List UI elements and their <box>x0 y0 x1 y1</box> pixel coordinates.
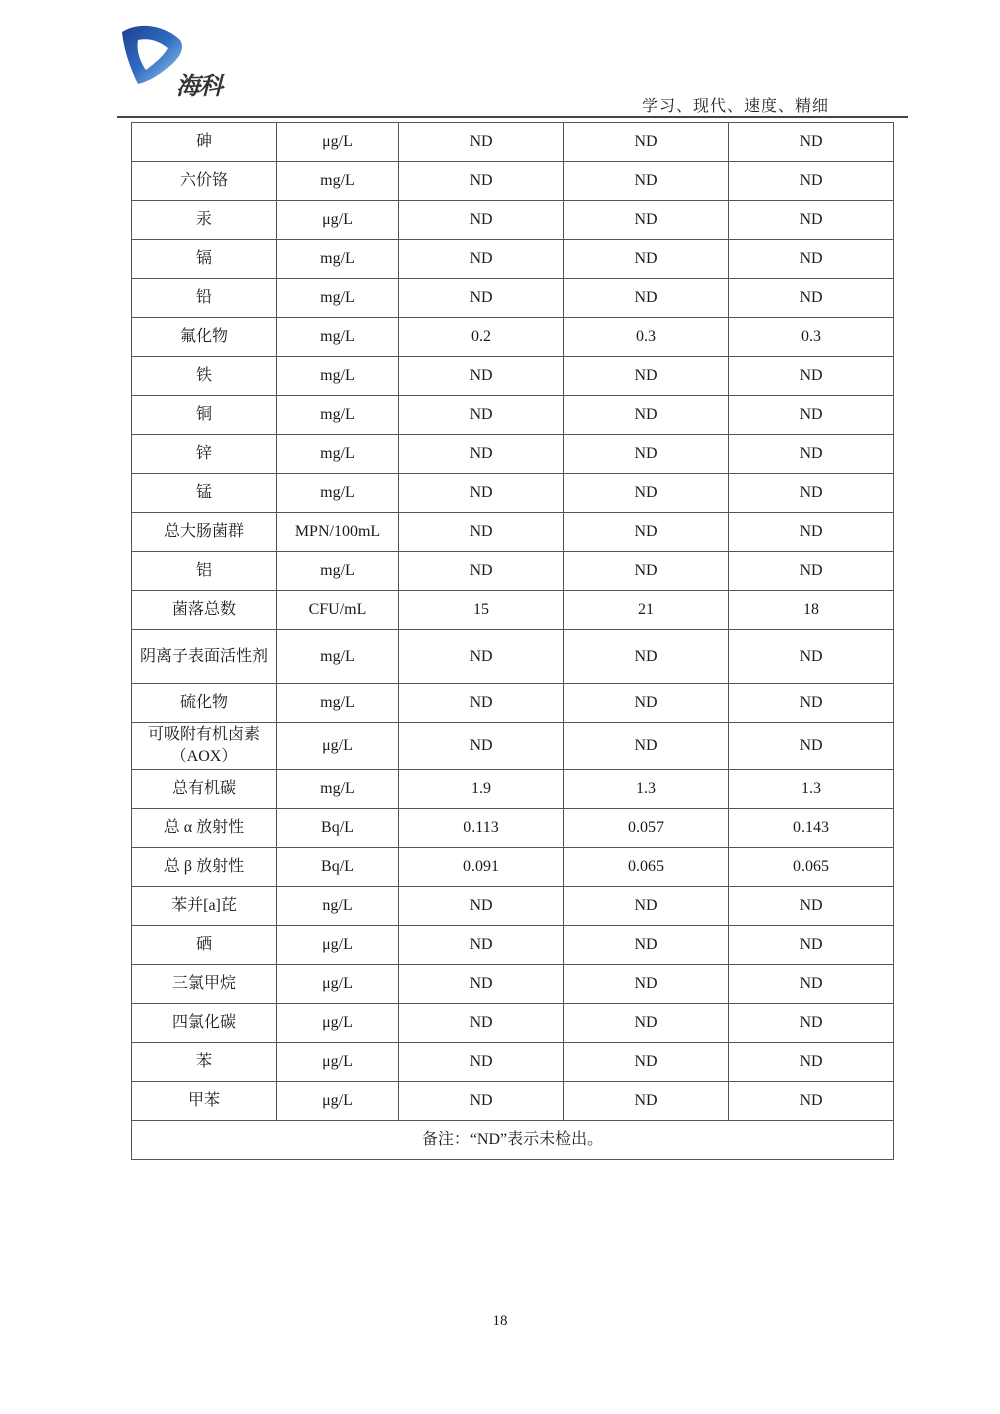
unit-cell: μg/L <box>277 1004 399 1043</box>
value-cell-3: 0.3 <box>729 318 894 357</box>
company-logo <box>118 22 228 102</box>
unit-cell: mg/L <box>277 357 399 396</box>
page-number: 18 <box>492 1313 508 1329</box>
value-cell-3: ND <box>729 926 894 965</box>
value-cell-3: ND <box>729 965 894 1004</box>
value-cell-3: ND <box>729 887 894 926</box>
value-cell-2: ND <box>564 279 729 318</box>
item-cell: 六价铬 <box>132 162 277 201</box>
item-cell: 氟化物 <box>132 318 277 357</box>
value-cell-3: ND <box>729 1004 894 1043</box>
value-cell-2: ND <box>564 240 729 279</box>
value-cell-1: ND <box>399 435 564 474</box>
unit-cell: μg/L <box>277 1043 399 1082</box>
unit-cell: Bq/L <box>277 809 399 848</box>
item-cell: 甲苯 <box>132 1082 277 1121</box>
item-cell: 总 β 放射性 <box>132 848 277 887</box>
item-cell: 铝 <box>132 552 277 591</box>
value-cell-3: ND <box>729 435 894 474</box>
value-cell-2: ND <box>564 1004 729 1043</box>
value-cell-1: ND <box>399 1082 564 1121</box>
unit-cell: mg/L <box>277 279 399 318</box>
value-cell-2: ND <box>564 723 729 770</box>
table-row <box>132 474 894 513</box>
value-cell-1: ND <box>399 887 564 926</box>
value-cell-3: ND <box>729 513 894 552</box>
value-cell-2: ND <box>564 435 729 474</box>
table-row <box>132 435 894 474</box>
value-cell-2: ND <box>564 552 729 591</box>
table-row <box>132 240 894 279</box>
value-cell-1: 0.2 <box>399 318 564 357</box>
item-cell: 可吸附有机卤素（AOX） <box>132 723 277 770</box>
table-row <box>132 396 894 435</box>
unit-cell: mg/L <box>277 552 399 591</box>
value-cell-2: ND <box>564 201 729 240</box>
table-row <box>132 513 894 552</box>
item-cell: 汞 <box>132 201 277 240</box>
value-cell-3: ND <box>729 723 894 770</box>
value-cell-2: ND <box>564 1043 729 1082</box>
unit-cell: μg/L <box>277 123 399 162</box>
unit-cell: ng/L <box>277 887 399 926</box>
value-cell-3: ND <box>729 123 894 162</box>
item-cell: 硒 <box>132 926 277 965</box>
value-cell-2: ND <box>564 357 729 396</box>
unit-cell: mg/L <box>277 396 399 435</box>
item-cell: 铁 <box>132 357 277 396</box>
unit-cell: MPN/100mL <box>277 513 399 552</box>
value-cell-3: ND <box>729 474 894 513</box>
value-cell-1: 1.9 <box>399 770 564 809</box>
item-cell: 苯并[a]芘 <box>132 887 277 926</box>
table-row <box>132 279 894 318</box>
header-motto: 学习、现代、速度、精细 <box>642 96 830 115</box>
value-cell-1: ND <box>399 201 564 240</box>
value-cell-3: ND <box>729 357 894 396</box>
table-row <box>132 123 894 162</box>
table-note-row <box>132 1121 894 1160</box>
value-cell-1: ND <box>399 926 564 965</box>
value-cell-1: ND <box>399 723 564 770</box>
value-cell-2: 21 <box>564 591 729 630</box>
value-cell-3: ND <box>729 1082 894 1121</box>
value-cell-1: ND <box>399 684 564 723</box>
item-cell: 菌落总数 <box>132 591 277 630</box>
table-row <box>132 1082 894 1121</box>
unit-cell: μg/L <box>277 723 399 770</box>
table-row <box>132 201 894 240</box>
item-cell: 三氯甲烷 <box>132 965 277 1004</box>
unit-cell: mg/L <box>277 684 399 723</box>
item-cell: 四氯化碳 <box>132 1004 277 1043</box>
value-cell-1: 0.091 <box>399 848 564 887</box>
value-cell-1: ND <box>399 162 564 201</box>
item-cell: 锰 <box>132 474 277 513</box>
value-cell-3: ND <box>729 240 894 279</box>
value-cell-1: ND <box>399 474 564 513</box>
value-cell-1: ND <box>399 513 564 552</box>
table-row <box>132 1043 894 1082</box>
value-cell-3: ND <box>729 201 894 240</box>
value-cell-2: ND <box>564 396 729 435</box>
item-cell: 镉 <box>132 240 277 279</box>
unit-cell: μg/L <box>277 926 399 965</box>
value-cell-2: 0.065 <box>564 848 729 887</box>
unit-cell: μg/L <box>277 965 399 1004</box>
table-row <box>132 887 894 926</box>
value-cell-3: 18 <box>729 591 894 630</box>
value-cell-2: ND <box>564 926 729 965</box>
value-cell-3: ND <box>729 396 894 435</box>
table-row <box>132 770 894 809</box>
item-cell: 铅 <box>132 279 277 318</box>
unit-cell: mg/L <box>277 474 399 513</box>
value-cell-1: 0.113 <box>399 809 564 848</box>
table-row <box>132 162 894 201</box>
value-cell-3: ND <box>729 630 894 684</box>
table-row <box>132 318 894 357</box>
item-cell: 锌 <box>132 435 277 474</box>
value-cell-2: ND <box>564 887 729 926</box>
item-cell: 总大肠菌群 <box>132 513 277 552</box>
value-cell-1: ND <box>399 552 564 591</box>
value-cell-3: ND <box>729 552 894 591</box>
item-cell: 硫化物 <box>132 684 277 723</box>
value-cell-1: ND <box>399 240 564 279</box>
table-row <box>132 848 894 887</box>
value-cell-1: ND <box>399 396 564 435</box>
value-cell-1: ND <box>399 123 564 162</box>
table-row <box>132 723 894 770</box>
value-cell-1: 15 <box>399 591 564 630</box>
value-cell-3: ND <box>729 279 894 318</box>
item-cell: 总 α 放射性 <box>132 809 277 848</box>
item-cell: 苯 <box>132 1043 277 1082</box>
unit-cell: mg/L <box>277 770 399 809</box>
value-cell-1: ND <box>399 279 564 318</box>
table-row <box>132 591 894 630</box>
value-cell-3: 1.3 <box>729 770 894 809</box>
table-row <box>132 357 894 396</box>
item-cell: 砷 <box>132 123 277 162</box>
value-cell-2: ND <box>564 965 729 1004</box>
table-row <box>132 552 894 591</box>
value-cell-1: ND <box>399 1043 564 1082</box>
value-cell-2: 0.057 <box>564 809 729 848</box>
value-cell-2: 1.3 <box>564 770 729 809</box>
item-cell: 铜 <box>132 396 277 435</box>
table-row <box>132 630 894 684</box>
unit-cell: μg/L <box>277 1082 399 1121</box>
table-row <box>132 684 894 723</box>
value-cell-2: ND <box>564 1082 729 1121</box>
water-quality-table <box>131 122 894 1160</box>
value-cell-3: ND <box>729 1043 894 1082</box>
value-cell-2: 0.3 <box>564 318 729 357</box>
value-cell-2: ND <box>564 123 729 162</box>
table-row <box>132 809 894 848</box>
value-cell-3: 0.065 <box>729 848 894 887</box>
value-cell-2: ND <box>564 474 729 513</box>
value-cell-3: ND <box>729 162 894 201</box>
value-cell-1: ND <box>399 965 564 1004</box>
item-cell: 阴离子表面活性剂 <box>132 630 277 684</box>
value-cell-3: 0.143 <box>729 809 894 848</box>
item-cell: 总有机碳 <box>132 770 277 809</box>
logo-text: 海科 <box>176 72 222 100</box>
table-row <box>132 1004 894 1043</box>
value-cell-3: ND <box>729 684 894 723</box>
unit-cell: mg/L <box>277 240 399 279</box>
value-cell-1: ND <box>399 630 564 684</box>
unit-cell: mg/L <box>277 435 399 474</box>
unit-cell: μg/L <box>277 201 399 240</box>
unit-cell: mg/L <box>277 630 399 684</box>
value-cell-2: ND <box>564 162 729 201</box>
table-note: 备注：“ND”表示未检出。 <box>132 1121 894 1160</box>
unit-cell: CFU/mL <box>277 591 399 630</box>
value-cell-2: ND <box>564 513 729 552</box>
unit-cell: mg/L <box>277 162 399 201</box>
value-cell-1: ND <box>399 357 564 396</box>
value-cell-2: ND <box>564 630 729 684</box>
unit-cell: mg/L <box>277 318 399 357</box>
value-cell-1: ND <box>399 1004 564 1043</box>
header-divider <box>117 116 908 118</box>
table-row <box>132 965 894 1004</box>
table-row <box>132 926 894 965</box>
unit-cell: Bq/L <box>277 848 399 887</box>
value-cell-2: ND <box>564 684 729 723</box>
